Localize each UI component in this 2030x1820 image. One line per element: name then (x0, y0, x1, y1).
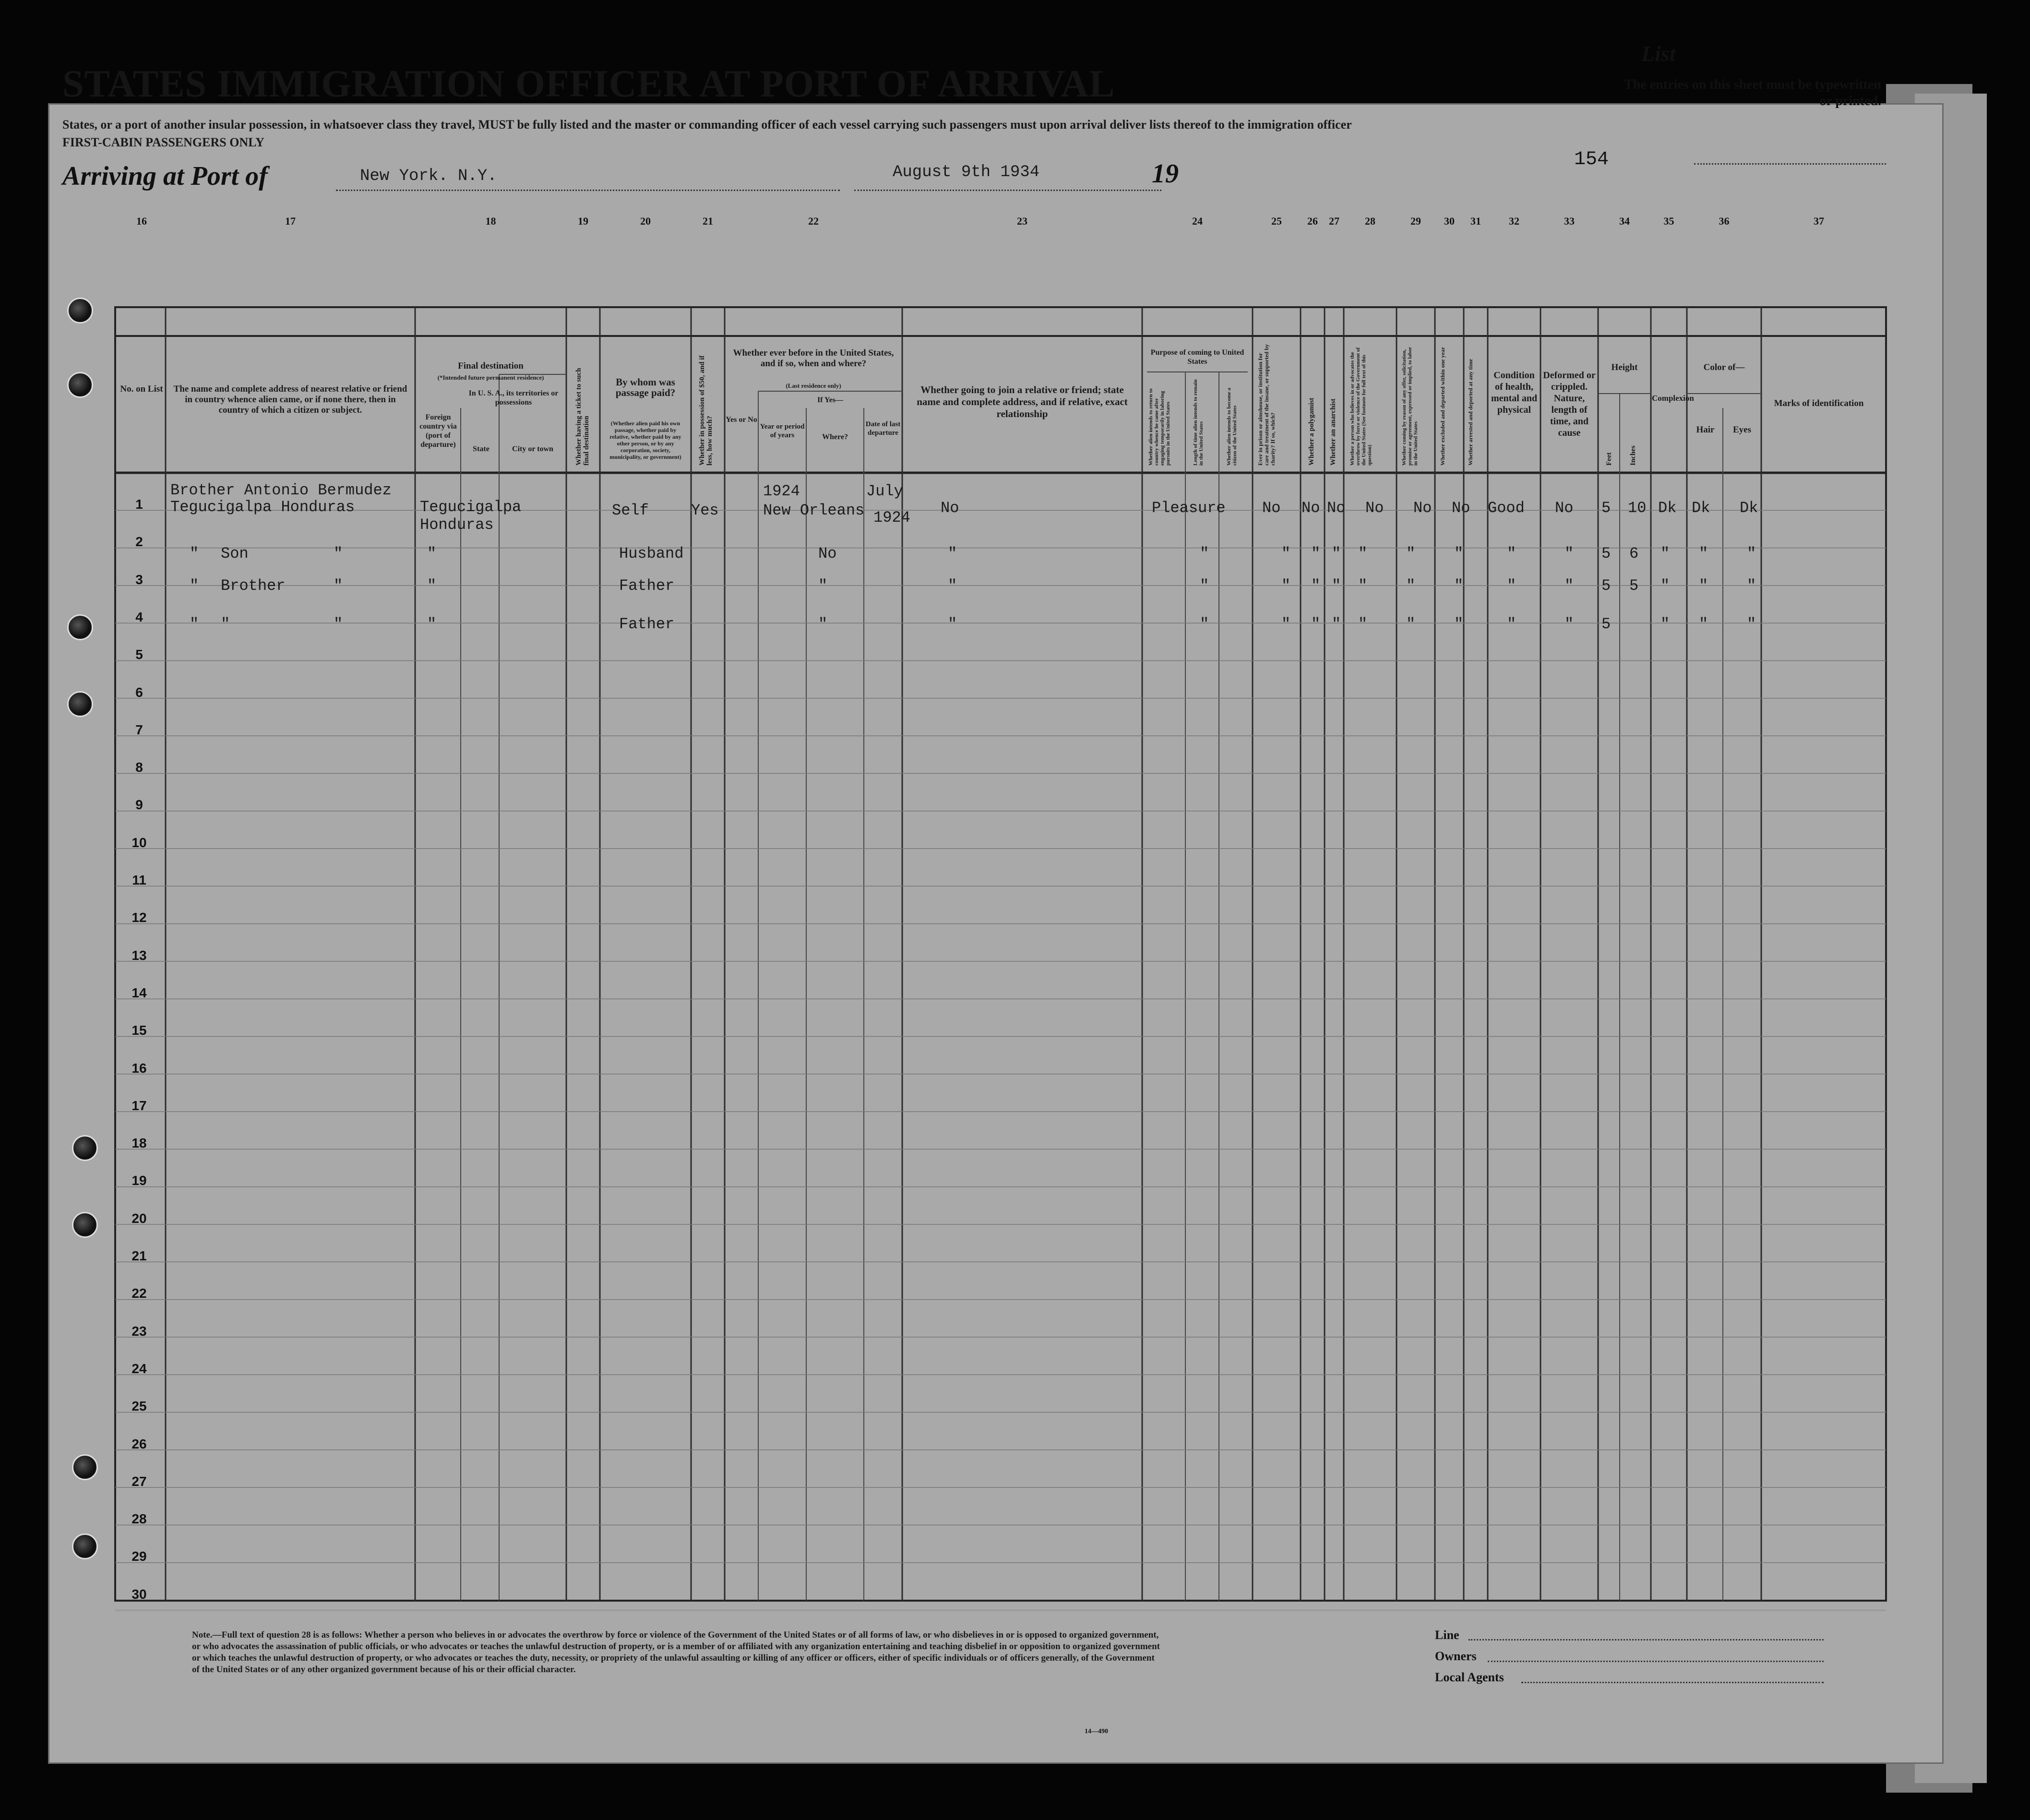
r2-destination-ditto: " (427, 545, 437, 563)
r1-c29: No (1413, 499, 1432, 517)
year-prefix: 19 (1152, 159, 1179, 189)
r4-complexion-ditto: " (1660, 615, 1670, 633)
row-number: 11 (132, 873, 146, 887)
row-number: 22 (131, 1286, 147, 1301)
row-number: 14 (131, 985, 147, 1000)
header-final-destination-note: (*Intended future permanent residence) (437, 374, 544, 381)
col-number-28: 28 (1365, 215, 1375, 227)
r3-c30-ditto: " (1454, 577, 1464, 595)
header-health: Condition of health, mental and physical (1491, 370, 1538, 415)
r3-inches: 5 (1629, 577, 1639, 595)
r1-year: 1924 (763, 482, 800, 500)
header-marks: Marks of identification (1774, 398, 1864, 408)
r3-health-ditto: " (1507, 577, 1517, 595)
r2-feet: 5 (1601, 545, 1611, 563)
r2-eyes-ditto: " (1747, 545, 1756, 563)
r2-where: No (818, 545, 837, 563)
header-last-departure: Date of last departure (865, 420, 901, 437)
header-eyes: Eyes (1733, 425, 1751, 435)
r1-c25: No (1262, 499, 1281, 517)
line-dotted-line (1469, 1639, 1824, 1640)
r3-eyes-ditto: " (1747, 577, 1756, 595)
row-number: 6 (135, 684, 143, 700)
row-number: 20 (131, 1210, 147, 1226)
r3-c27-ditto: " (1332, 577, 1341, 595)
col-number-21: 21 (703, 215, 713, 227)
header-excluded: Whether excluded and deported within one year (1439, 347, 1446, 466)
r3-relative-ditto: " (334, 577, 343, 595)
r4-c25-ditto: " (1281, 615, 1291, 633)
r4-c27-ditto: " (1332, 615, 1341, 633)
r2-c25-ditto: " (1281, 545, 1291, 563)
header-city: City or town (512, 445, 553, 453)
header-complexion: Complexion (1652, 394, 1694, 403)
col-number-17: 17 (285, 215, 296, 227)
header-where: Where? (822, 433, 848, 441)
row-number: 21 (131, 1248, 147, 1263)
date-value: August 9th 1934 (893, 163, 1040, 181)
header-prison: Ever in prison or almshouse, or institution for care and treatment of the insane, or supported by charity? If so, which? (1257, 344, 1276, 466)
page-subtitle: States, or a port of another insular possession, in whatsoever class they travel, MUST be fully listed and the master or commanding officer of each vessel carrying such passengers must upon arrival deliver lists thereof to the immigration officer (62, 118, 1352, 132)
punch-hole (72, 1135, 98, 1161)
r4-where: " (818, 615, 828, 633)
r4-purpose-ditto: " (1200, 615, 1209, 633)
r1-eyes: Dk (1740, 499, 1758, 517)
r3-where: " (818, 577, 828, 595)
r2-health-ditto: " (1507, 545, 1517, 563)
r3-destination-ditto: " (427, 577, 437, 595)
r3-c29-ditto: " (1406, 577, 1416, 595)
punch-hole (72, 1454, 98, 1480)
header-join-relative: Whether going to join a relative or friend; state name and complete address, and if relative, exact relationship (917, 384, 1128, 419)
r2-c29-ditto: " (1406, 545, 1416, 563)
col-number-31: 31 (1470, 215, 1481, 227)
r4-paid-by: Father (619, 615, 675, 633)
r3-c25-ditto: " (1281, 577, 1291, 595)
col-number-18: 18 (485, 215, 496, 227)
header-ticket: Whether having a ticket to such final destination (575, 368, 590, 466)
header-hair: Hair (1696, 425, 1715, 435)
r4-hair-ditto: " (1699, 615, 1708, 633)
r1-inches: 10 (1628, 499, 1647, 517)
date-dotted-line (854, 190, 1161, 191)
col-number-26: 26 (1307, 215, 1318, 227)
header-yes-or-no: Yes or No (726, 416, 757, 424)
r3-c28-ditto: " (1358, 577, 1368, 595)
r4-c29-ditto: " (1406, 615, 1416, 633)
r1-destination-country: Honduras (420, 516, 494, 534)
r1-relative-name: Brother Antonio Bermudez (170, 481, 392, 499)
list-dotted-line (1694, 163, 1886, 165)
row-number: 5 (135, 647, 143, 662)
r1-deformed: No (1555, 499, 1574, 517)
r1-destination-city: Tegucigalpa (420, 498, 522, 516)
row-number: 30 (131, 1586, 147, 1602)
r1-hair: Dk (1692, 499, 1710, 517)
header-purpose: Purpose of coming to United States (1150, 348, 1244, 366)
header-arrested: Whether arrested and deported at any time (1467, 359, 1474, 466)
r3-deformed-ditto: " (1564, 577, 1574, 595)
row-number: 1 (135, 497, 143, 512)
r4-deformed-ditto: " (1564, 615, 1574, 633)
r2-c30-ditto: " (1454, 545, 1464, 563)
col-number-35: 35 (1663, 215, 1674, 227)
col-number-33: 33 (1564, 215, 1575, 227)
row-number: 23 (131, 1323, 147, 1339)
r4-relative-text: " (221, 615, 230, 633)
header-year: Year or period of years (760, 423, 805, 439)
header-fifty-dollars: Whether in possession of $50, and if less, how much? (698, 355, 714, 466)
r4-health-ditto: " (1507, 615, 1517, 633)
r3-relative-ditto: " (190, 577, 199, 595)
local-agents-label: Local Agents (1435, 1670, 1504, 1684)
row-number: 29 (131, 1549, 147, 1564)
row-number: 16 (131, 1060, 147, 1076)
list-number: 154 (1574, 149, 1609, 170)
row-number: 17 (131, 1098, 147, 1113)
row-number: 2 (135, 534, 143, 550)
col-number-19: 19 (578, 215, 588, 227)
header-feet: Feet (1605, 452, 1613, 466)
r1-purpose: Pleasure (1152, 499, 1226, 517)
header-relative-address: The name and complete address of nearest relative or friend in country whence alien came, or if none there, then in country of which a citizen or subject. (173, 384, 407, 415)
r1-c27: No (1327, 499, 1346, 517)
col-number-23: 23 (1017, 215, 1027, 227)
r1-complexion: Dk (1658, 499, 1677, 517)
header-polygamist: Whether a polygamist (1308, 397, 1315, 466)
row-number: 8 (135, 760, 143, 775)
header-passage-paid: By whom was passage paid? (615, 376, 676, 398)
port-dotted-line (336, 190, 840, 191)
row-number: 18 (131, 1136, 147, 1151)
header-ever-before-note: (Last residence only) (786, 382, 841, 389)
r2-c26-ditto: " (1311, 545, 1321, 563)
row-number: 15 (131, 1023, 147, 1038)
r4-feet: 5 (1601, 615, 1611, 633)
class-line: FIRST-CABIN PASSENGERS ONLY (62, 135, 264, 149)
r4-c30-ditto: " (1454, 615, 1464, 633)
r2-paid-by: Husband (619, 545, 684, 563)
header-anarchist: Whether an anarchist (1329, 398, 1337, 466)
r1-c26: No (1302, 499, 1320, 517)
r1-relative-address: Tegucigalpa Honduras (170, 498, 355, 516)
r3-relative-text: Brother (221, 577, 286, 595)
punch-hole (67, 372, 93, 398)
r3-feet: 5 (1601, 577, 1611, 595)
r1-date-year: 1924 (873, 509, 910, 527)
punch-hole (67, 298, 93, 323)
r4-c28-ditto: " (1358, 615, 1368, 633)
port-value: New York. N.Y. (360, 167, 497, 185)
r4-relative-ditto: " (334, 615, 343, 633)
list-label: List (1641, 41, 1676, 66)
header-color-of: Color of— (1703, 362, 1745, 372)
row-number: 19 (131, 1173, 147, 1188)
col-number-32: 32 (1509, 215, 1519, 227)
col-number-22: 22 (808, 215, 819, 227)
row-number: 26 (131, 1436, 147, 1451)
punch-hole (72, 1533, 98, 1559)
r4-relative-ditto: " (190, 615, 199, 633)
header-purpose-return: Whether alien intends to return to country whence he came after engaging temporarily in laboring pursuits in the United States (1148, 388, 1171, 466)
header-labor-offer: Whether coming by reason of any offer, solicitation, promise or agreement, expressed or implied, to labor in the United States (1401, 347, 1419, 466)
r2-inches: 6 (1629, 545, 1639, 563)
row-number: 4 (135, 609, 143, 624)
col-number-34: 34 (1619, 215, 1630, 227)
header-ever-before: Whether ever before in the United States, and if so, when and where? (733, 348, 894, 369)
r2-join-ditto: " (948, 545, 957, 563)
header-deformed: Deformed or crippled. Nature, length of time, and cause (1543, 370, 1596, 438)
r2-purpose-ditto: " (1200, 545, 1209, 563)
arriving-label: Arriving at Port of (62, 161, 268, 191)
form-number: 14—490 (1085, 1728, 1108, 1735)
header-purpose-citizen: Whether alien intends to become a citizen of the United States (1226, 387, 1238, 466)
punch-hole (67, 691, 93, 717)
r2-relative-ditto: " (334, 545, 343, 563)
col-number-24: 24 (1192, 215, 1203, 227)
row-number: 28 (131, 1511, 147, 1527)
row-number: 10 (131, 835, 147, 850)
r3-join-ditto: " (948, 577, 957, 595)
col-number-30: 30 (1444, 215, 1455, 227)
col-number-20: 20 (640, 215, 651, 227)
header-overthrow: Whether a person who believes in or advocates the overthrow by force or violence of the Government of the United States (See footnote for full text of this question) (1349, 347, 1373, 466)
r1-health: Good (1488, 499, 1525, 517)
header-foreign-country: Foreign country via (port of departure) (419, 413, 457, 449)
header-state: State (473, 445, 490, 453)
r2-c27-ditto: " (1332, 545, 1341, 563)
header-final-destination: Final destination (458, 361, 524, 371)
r2-relative-text: Son (221, 545, 249, 563)
col-number-37: 37 (1814, 215, 1824, 227)
header-in-usa: In U. S. A., its territories or possessions (468, 389, 559, 407)
col-number-27: 27 (1329, 215, 1339, 227)
header-if-yes: If Yes— (817, 396, 844, 404)
r4-destination-ditto: " (427, 615, 437, 633)
punch-hole (67, 614, 93, 640)
owners-dotted-line (1488, 1661, 1824, 1662)
row-number: 7 (135, 722, 143, 737)
r3-hair-ditto: " (1699, 577, 1708, 595)
r1-where: New Orleans (763, 502, 865, 519)
agents-dotted-line (1521, 1682, 1824, 1683)
r1-c30: No (1452, 499, 1470, 517)
r3-complexion-ditto: " (1660, 577, 1670, 595)
row-number: 27 (131, 1473, 147, 1489)
r4-join-ditto: " (948, 615, 957, 633)
r1-c28: No (1365, 499, 1384, 517)
punch-hole (72, 1212, 98, 1238)
r1-date-month: July (866, 482, 903, 500)
header-height: Height (1611, 362, 1638, 372)
r2-relative-ditto: " (190, 545, 199, 563)
col-number-36: 36 (1719, 215, 1730, 227)
r2-hair-ditto: " (1699, 545, 1708, 563)
typewritten-instruction: The entries on this sheet must be typewritten or printed. (1624, 77, 1881, 108)
line-label: Line (1435, 1628, 1459, 1642)
col-number-16: 16 (136, 215, 147, 227)
row-number: 12 (131, 910, 147, 925)
manifest-sheet (48, 103, 1944, 1764)
row-number: 24 (131, 1361, 147, 1376)
r3-purpose-ditto: " (1200, 577, 1209, 595)
r1-feet: 5 (1601, 499, 1611, 517)
header-passage-paid-note: (Whether alien paid his own passage, whether paid by relative, whether paid by any other person, or by any corporation, society, municipality, or government) (609, 420, 681, 460)
header-no-on-list: No. on List (120, 384, 163, 394)
page-title: STATES IMMIGRATION OFFICER AT PORT OF ARRIVAL (62, 63, 1115, 105)
r1-has-50: Yes (691, 502, 719, 519)
row-number: 9 (135, 797, 143, 813)
col-number-25: 25 (1271, 215, 1282, 227)
col-number-29: 29 (1410, 215, 1421, 227)
row-number: 25 (131, 1399, 147, 1414)
header-purpose-length: Length of time alien intends to remain in the United States (1193, 379, 1204, 466)
r2-deformed-ditto: " (1564, 545, 1574, 563)
r3-paid-by: Father (619, 577, 675, 595)
r1-paid-by: Self (612, 502, 649, 519)
r1-join: No (941, 499, 959, 517)
r3-c26-ditto: " (1311, 577, 1321, 595)
row-number: 13 (131, 947, 147, 963)
r2-c28-ditto: " (1358, 545, 1368, 563)
r4-c26-ditto: " (1311, 615, 1321, 633)
r2-complexion-ditto: " (1660, 545, 1670, 563)
header-inches: Inches (1629, 445, 1637, 466)
footnote-question-28: Note.—Full text of question 28 is as follows: Whether a person who believes in or advocates the overthrow by force or violence of the Government of the United States or of all forms of law, or who disbelieves in or is opposed to organized government, or who advocates the assassination of public officials, or who advocates or teaches the unlawful destruction of property, or is a member of or affiliated with any organization entertaining and teaching disbelief in or opposition to organized government or which teaches the unlawful destruction of property, or who advocates or teaches the duty, necessity, or propriety of the unlawful assaulting or killing of any officer or officers, either of specific individuals or of officers generally, of the Government of the United States or of any other organized government because of his or their official character. (192, 1630, 1160, 1675)
row-number: 3 (135, 572, 143, 587)
r4-eyes-ditto: " (1747, 615, 1756, 633)
owners-label: Owners (1435, 1649, 1477, 1663)
